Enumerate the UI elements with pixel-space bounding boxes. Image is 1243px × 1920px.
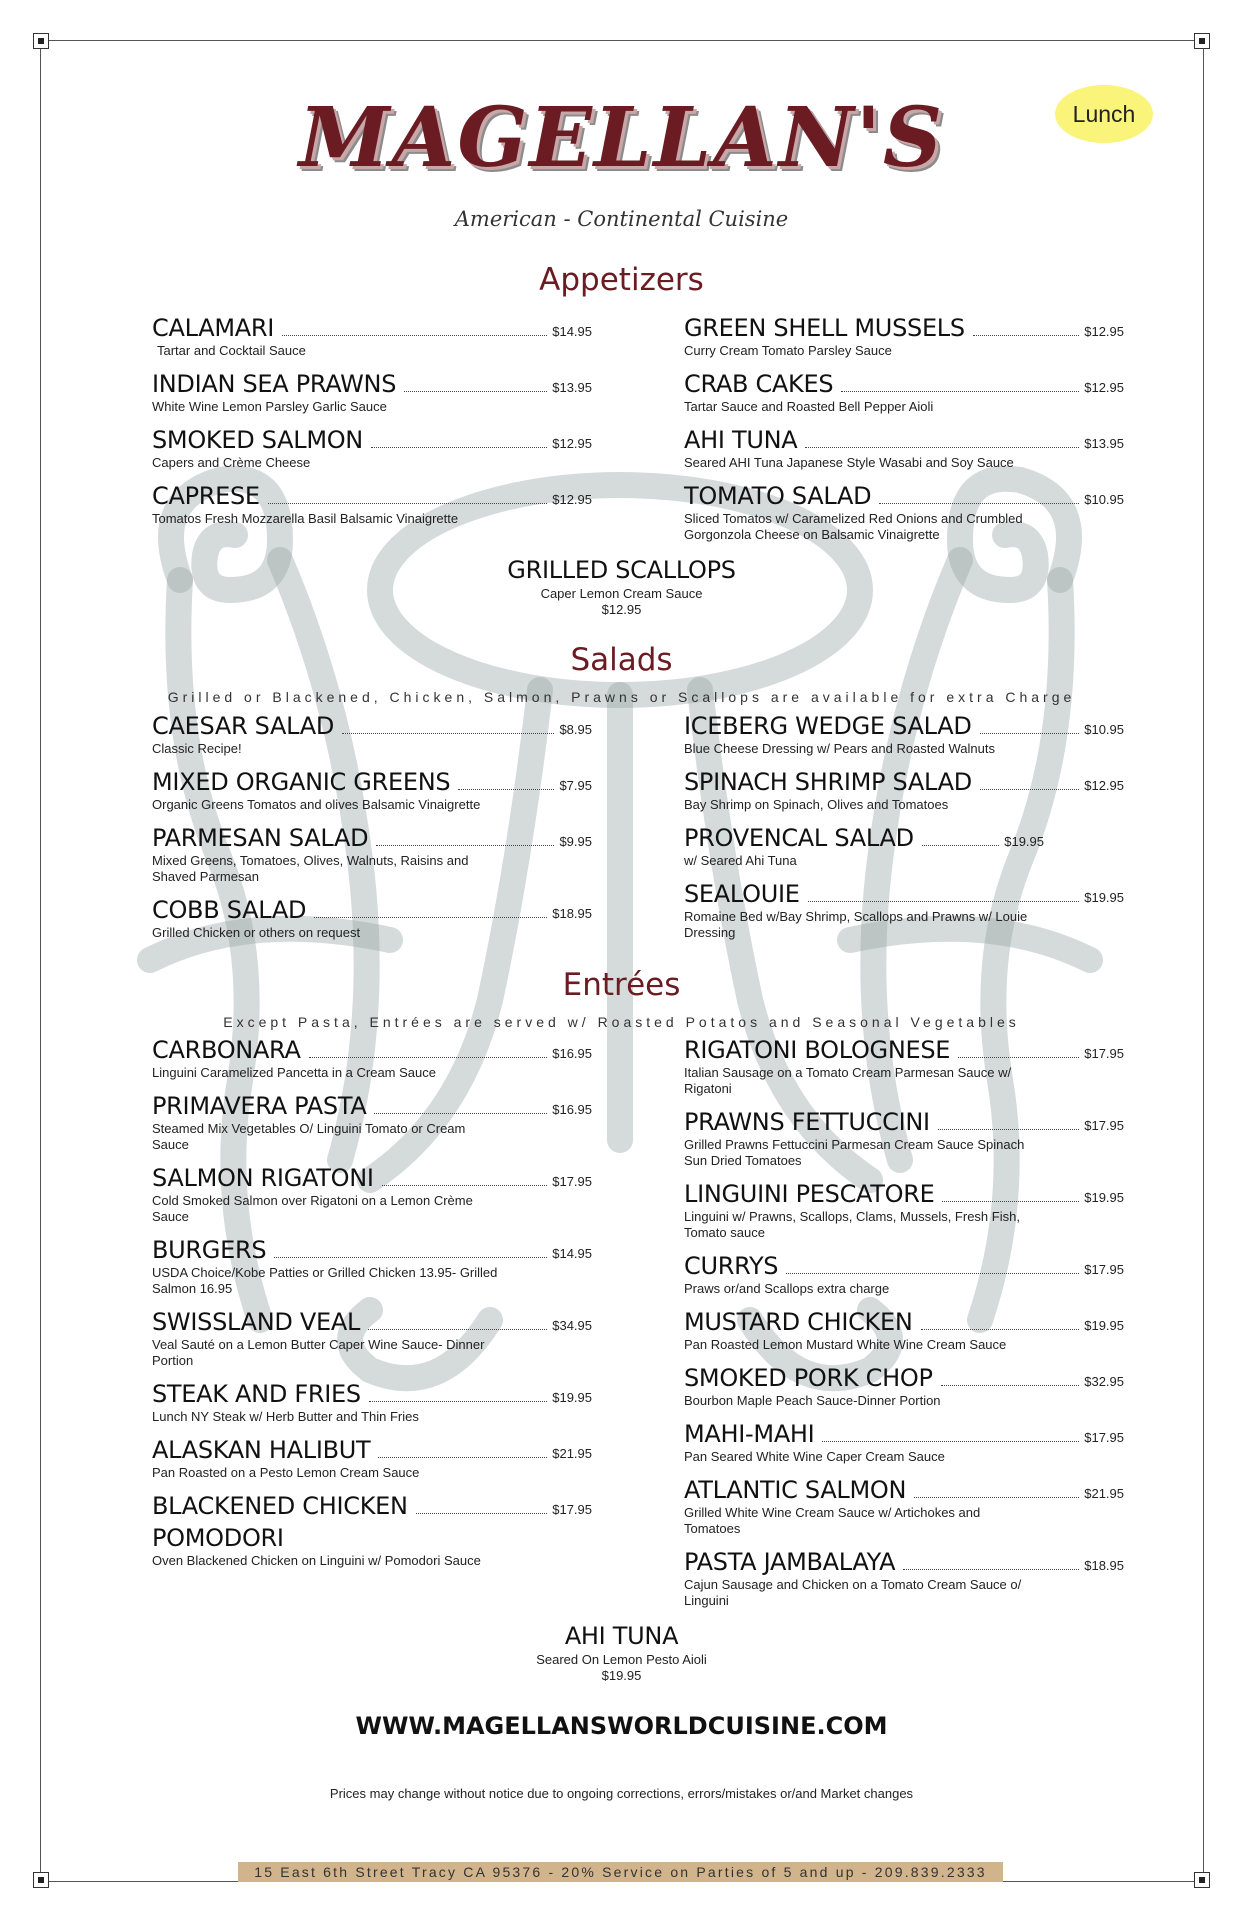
item-description: Blue Cheese Dressing w/ Pears and Roasted Walnuts [684, 741, 995, 756]
item-price: $12.95 [552, 492, 592, 507]
leader-dots [938, 1129, 1079, 1130]
menu-item [152, 896, 592, 941]
leader-dots [958, 1057, 1079, 1058]
item-price: $14.95 [552, 324, 592, 339]
leader-dots [786, 1273, 1079, 1274]
item-price: $21.95 [552, 1446, 592, 1461]
item-description: Linguini Caramelized Pancetta in a Cream Sauce [152, 1065, 436, 1080]
item-description: Mixed Greens, Tomatoes, Olives, Walnuts, Raisins and Shaved Parmesan [152, 853, 469, 884]
lunch-badge: Lunch [1055, 85, 1153, 143]
item-price: $17.95 [552, 1502, 592, 1517]
item-price: $17.95 [1084, 1262, 1124, 1277]
item-description: Pan Roasted Lemon Mustard White Wine Cream Sauce [684, 1337, 1007, 1352]
item-description: Seared AHI Tuna Japanese Style Wasabi and Soy Sauce [684, 455, 1014, 470]
item-name: CAESAR SALAD [152, 712, 335, 740]
corner-marker [33, 33, 49, 49]
leader-dots [416, 1513, 548, 1514]
item-price: $12.95 [1084, 380, 1124, 395]
item-description: Curry Cream Tomato Parsley Sauce [684, 343, 892, 358]
item-description: Tartar Sauce and Roasted Bell Pepper Aioli [684, 399, 934, 414]
leader-dots [374, 1113, 547, 1114]
menu-item [152, 426, 592, 471]
item-price: $12.95 [1084, 778, 1124, 793]
item-name: SPINACH SHRIMP SALAD [684, 768, 972, 796]
item-name-continued: POMODORI [152, 1524, 284, 1552]
item-name: SALMON RIGATONI [152, 1164, 374, 1192]
menu-item [152, 768, 592, 813]
item-price: $13.95 [1084, 436, 1124, 451]
item-name: CALAMARI [152, 314, 274, 342]
item-name: LINGUINI PESCATORE [684, 1180, 935, 1208]
item-description: Pan Roasted on a Pesto Lemon Cream Sauce [152, 1465, 420, 1480]
leader-dots [371, 447, 547, 448]
item-price: $17.95 [1084, 1118, 1124, 1133]
leader-dots [378, 1457, 547, 1458]
item-name: MAHI-MAHI [684, 1420, 815, 1448]
menu-item [684, 314, 1124, 359]
menu-item [684, 1108, 1124, 1169]
item-description: White Wine Lemon Parsley Garlic Sauce [152, 399, 387, 414]
section-title-appetizers: Appetizers [539, 262, 704, 298]
menu-item [152, 1436, 592, 1481]
item-name: GREEN SHELL MUSSELS [684, 314, 965, 342]
item-name: PRAWNS FETTUCCINI [684, 1108, 930, 1136]
item-description: Linguini w/ Prawns, Scallops, Clams, Mussels, Fresh Fish, Tomato sauce [684, 1209, 1020, 1240]
item-name: PRIMAVERA PASTA [152, 1092, 367, 1120]
menu-item [152, 1092, 592, 1153]
menu-item [152, 1308, 592, 1369]
section-note: Except Pasta, Entrées are served w/ Roasted Potatos and Seasonal Vegetables [223, 1014, 1020, 1030]
item-price: $12.95 [601, 602, 642, 617]
corner-marker [1194, 1872, 1210, 1888]
leader-dots [805, 447, 1079, 448]
item-description: Praws or/and Scallops extra charge [684, 1281, 890, 1296]
leader-dots [368, 1329, 547, 1330]
item-name: ICEBERG WEDGE SALAD [684, 712, 972, 740]
menu-item [684, 1180, 1124, 1241]
item-price: $34.95 [552, 1318, 592, 1333]
menu-item [684, 1364, 1124, 1409]
section-note: Grilled or Blackened, Chicken, Salmon, Prawns or Scallops are available for extra Charge [167, 689, 1076, 705]
item-description: Cajun Sausage and Chicken on a Tomato Cream Sauce o/ Linguini [684, 1577, 1022, 1608]
item-description: Italian Sausage on a Tomato Cream Parmesan Sauce w/ Rigatoni [684, 1065, 1012, 1096]
leader-dots [980, 733, 1080, 734]
menu-item [684, 1252, 1124, 1297]
menu-item [684, 1548, 1124, 1609]
leader-dots [342, 733, 554, 734]
leader-dots [274, 1257, 547, 1258]
menu-item [152, 712, 592, 757]
item-name: PASTA JAMBALAYA [684, 1548, 896, 1576]
item-name: RIGATONI BOLOGNESE [684, 1036, 951, 1064]
item-price: $17.95 [1084, 1430, 1124, 1445]
leader-dots [941, 1385, 1080, 1386]
leader-dots [369, 1401, 547, 1402]
featured-item [0, 556, 1243, 617]
item-price: $9.95 [559, 834, 592, 849]
item-price: $12.95 [1084, 324, 1124, 339]
menu-item [684, 482, 1124, 543]
menu-item [152, 1492, 592, 1569]
leader-dots [922, 845, 999, 846]
menu-item [684, 880, 1124, 941]
item-price: $19.95 [1004, 834, 1044, 849]
item-description: Caper Lemon Cream Sauce [540, 586, 703, 601]
item-price: $19.95 [1084, 890, 1124, 905]
menu-item [152, 370, 592, 415]
item-name: PARMESAN SALAD [152, 824, 369, 852]
menu-item [684, 1476, 1124, 1537]
item-description: Romaine Bed w/Bay Shrimp, Scallops and Prawns w/ Louie Dressing [684, 909, 1028, 940]
item-price: $17.95 [552, 1174, 592, 1189]
item-price: $19.95 [552, 1390, 592, 1405]
item-price: $18.95 [552, 906, 592, 921]
item-description: Capers and Crème Cheese [152, 455, 311, 470]
item-name: CAPRESE [152, 482, 260, 510]
item-name: ATLANTIC SALMON [684, 1476, 907, 1504]
section-title-salads: Salads [570, 642, 673, 678]
item-price: $14.95 [552, 1246, 592, 1261]
item-price: $19.95 [601, 1668, 642, 1683]
item-name: TOMATO SALAD [684, 482, 872, 510]
item-description: Veal Sauté on a Lemon Butter Caper Wine Sauce- Dinner Portion [152, 1337, 485, 1368]
item-name: MIXED ORGANIC GREENS [152, 768, 451, 796]
leader-dots [914, 1497, 1079, 1498]
restaurant-logo: MAGELLAN'S [298, 90, 945, 186]
menu-item [684, 426, 1124, 471]
leader-dots [921, 1329, 1080, 1330]
menu-item [152, 1236, 592, 1297]
item-name: ALASKAN HALIBUT [152, 1436, 371, 1464]
item-description: Seared On Lemon Pesto Aioli [536, 1652, 707, 1667]
item-description: Bourbon Maple Peach Sauce-Dinner Portion [684, 1393, 941, 1408]
item-price: $8.95 [559, 722, 592, 737]
item-description: Bay Shrimp on Spinach, Olives and Tomatoes [684, 797, 949, 812]
leader-dots [942, 1201, 1079, 1202]
item-price: $10.95 [1084, 492, 1124, 507]
leader-dots [404, 391, 547, 392]
item-price: $13.95 [552, 380, 592, 395]
menu-item [152, 824, 592, 885]
item-description: Pan Seared White Wine Caper Cream Sauce [684, 1449, 945, 1464]
menu-item [684, 1420, 1124, 1465]
leader-dots [382, 1185, 548, 1186]
item-description: Classic Recipe! [152, 741, 242, 756]
item-name: PROVENCAL SALAD [684, 824, 914, 852]
item-name: GRILLED SCALLOPS [507, 556, 736, 584]
item-name: BURGERS [152, 1236, 267, 1264]
item-name: SMOKED PORK CHOP [684, 1364, 933, 1392]
menu-item [684, 768, 1124, 813]
menu-item [684, 712, 1124, 757]
menu-item [684, 824, 1044, 869]
item-description: Grilled Chicken or others on request [152, 925, 361, 940]
item-name: BLACKENED CHICKEN [152, 1492, 408, 1520]
leader-dots [314, 917, 547, 918]
item-name: SEALOUIE [684, 880, 800, 908]
leader-dots [841, 391, 1079, 392]
menu-item [684, 1036, 1124, 1097]
item-name: INDIAN SEA PRAWNS [152, 370, 397, 398]
menu-item [684, 1308, 1124, 1353]
leader-dots [879, 503, 1079, 504]
item-price: $16.95 [552, 1102, 592, 1117]
item-price: $17.95 [1084, 1046, 1124, 1061]
leader-dots [973, 335, 1079, 336]
item-description: Cold Smoked Salmon over Rigatoni on a Lemon Crème Sauce [152, 1193, 473, 1224]
item-description: Tomatos Fresh Mozzarella Basil Balsamic Vinaigrette [152, 511, 459, 526]
item-price: $19.95 [1084, 1318, 1124, 1333]
item-name: CURRYS [684, 1252, 779, 1280]
corner-marker [1194, 33, 1210, 49]
item-name: SWISSLAND VEAL [152, 1308, 361, 1336]
website-link[interactable]: WWW.MAGELLANSWORLDCUISINE.COM [355, 1712, 888, 1740]
item-description: Steamed Mix Vegetables O/ Linguini Tomato or Cream Sauce [152, 1121, 466, 1152]
menu-item [684, 370, 1124, 415]
item-description: Grilled White Wine Cream Sauce w/ Artichokes and Tomatoes [684, 1505, 981, 1536]
item-name: AHI TUNA [564, 1622, 679, 1650]
item-description: Oven Blackened Chicken on Linguini w/ Pomodori Sauce [152, 1553, 481, 1568]
featured-item [0, 1622, 1243, 1683]
item-description: Tartar and Cocktail Sauce [157, 343, 306, 358]
item-description: Lunch NY Steak w/ Herb Butter and Thin Fries [152, 1409, 419, 1424]
address-bar: 15 East 6th Street Tracy CA 95376 - 20% Service on Parties of 5 and up - 209.839.2333 [238, 1862, 1003, 1882]
item-description: Sliced Tomatos w/ Caramelized Red Onions and Crumbled Gorgonzola Cheese on Balsamic Vinaigrette [684, 511, 1023, 542]
item-name: CRAB CAKES [684, 370, 834, 398]
leader-dots [808, 901, 1080, 902]
corner-marker [33, 1872, 49, 1888]
leader-dots [822, 1441, 1079, 1442]
leader-dots [903, 1569, 1079, 1570]
leader-dots [268, 503, 547, 504]
item-description: USDA Choice/Kobe Patties or Grilled Chicken 13.95- Grilled Salmon 16.95 [152, 1265, 498, 1296]
leader-dots [309, 1057, 548, 1058]
section-title-entrees: Entrées [562, 967, 681, 1003]
item-price: $10.95 [1084, 722, 1124, 737]
item-price: $19.95 [1084, 1190, 1124, 1205]
item-price: $7.95 [559, 778, 592, 793]
item-name: STEAK AND FRIES [152, 1380, 361, 1408]
leader-dots [376, 845, 554, 846]
item-price: $12.95 [552, 436, 592, 451]
menu-item [152, 314, 592, 359]
leader-dots [980, 789, 1079, 790]
item-description: w/ Seared Ahi Tuna [684, 853, 797, 868]
item-price: $32.95 [1084, 1374, 1124, 1389]
menu-item [152, 1380, 592, 1425]
item-name: COBB SALAD [152, 896, 307, 924]
leader-dots [282, 335, 547, 336]
item-name: SMOKED SALMON [152, 426, 363, 454]
item-name: MUSTARD CHICKEN [684, 1308, 913, 1336]
leader-dots [458, 789, 554, 790]
item-price: $16.95 [552, 1046, 592, 1061]
item-name: AHI TUNA [684, 426, 798, 454]
price-disclaimer: Prices may change without notice due to ongoing corrections, errors/mistakes or/and Market changes [329, 1786, 914, 1801]
menu-item [152, 482, 592, 527]
cuisine-subtitle: American - Continental Cuisine [454, 207, 789, 231]
item-description: Organic Greens Tomatos and olives Balsamic Vinaigrette [152, 797, 481, 812]
item-description: Grilled Prawns Fettuccini Parmesan Cream Sauce Spinach Sun Dried Tomatoes [684, 1137, 1025, 1168]
item-price: $18.95 [1084, 1558, 1124, 1573]
item-price: $21.95 [1084, 1486, 1124, 1501]
menu-item [152, 1164, 592, 1225]
menu-item [152, 1036, 592, 1081]
item-name: CARBONARA [152, 1036, 301, 1064]
